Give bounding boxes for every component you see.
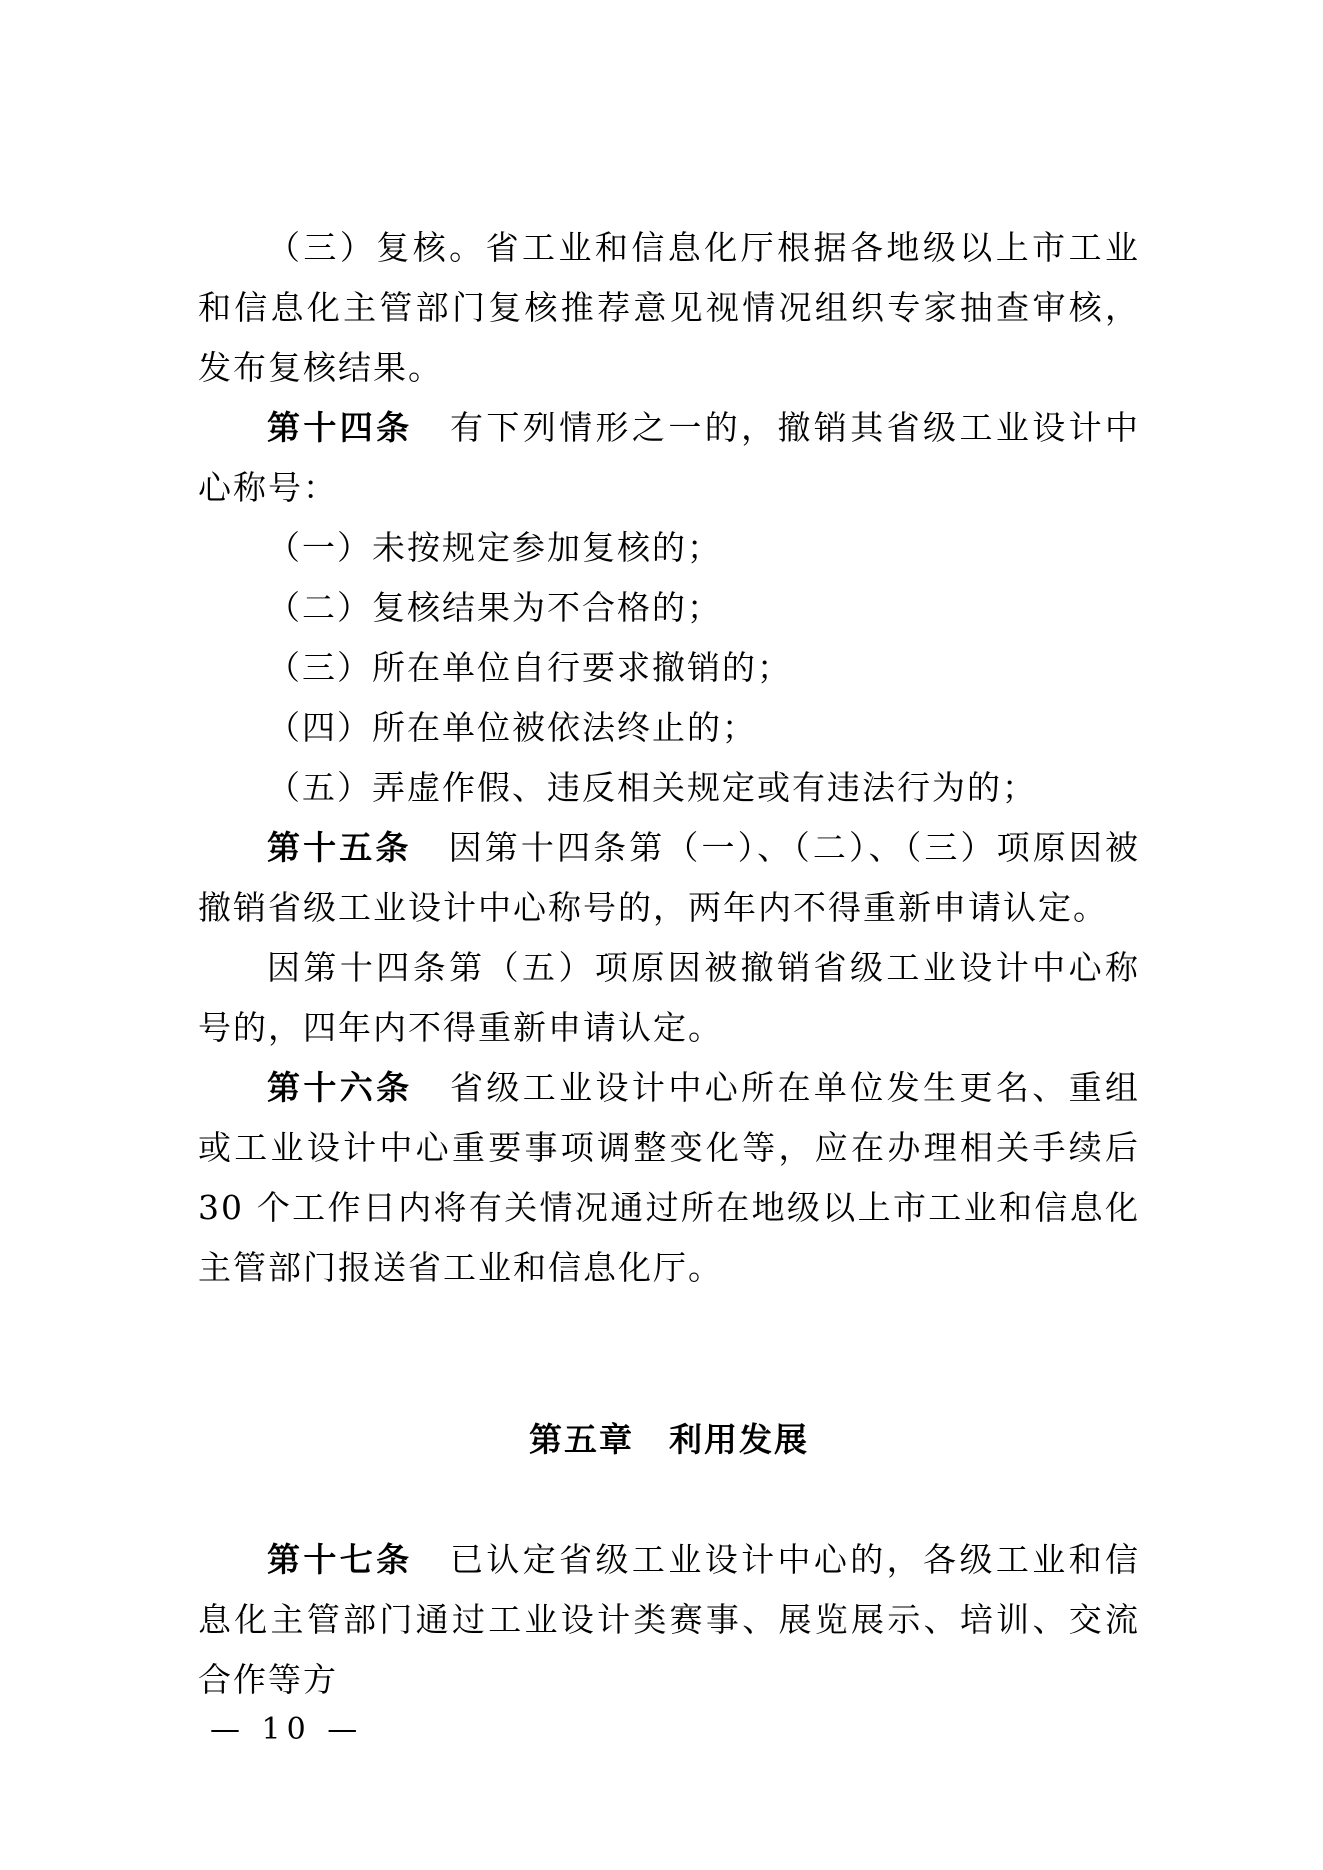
paragraph-text: 已认定省级工业设计中心的，各级工业和信息化主管部门通过工业设计类赛事、展览展示、培训、交流合作等方 [198,1540,1141,1699]
list-item [198,698,1140,758]
body-text-top [198,218,1140,1298]
list-item [198,578,1140,638]
article-heading: 第十四条 [267,408,413,447]
paragraph-text: 因第十四条第（五）项原因被撤销省级工业设计中心称号的，四年内不得重新申请认定。 [198,948,1140,1047]
paragraph-text: 省级工业设计中心所在单位发生更名、重组或工业设计中心重要事项调整变化等，应在办理相关手续后 30 个工作日内将有关情况通过所在地级以上市工业和信息化主管部门报送省工业和信息化厅。 [198,1068,1141,1287]
list-item [198,758,1140,818]
chapter-title: 第五章 利用发展 [529,1420,809,1459]
list-item-text: （三）所在单位自行要求撤销的； [267,648,792,687]
body-text-bottom [198,1530,1140,1710]
list-item [198,518,1140,578]
list-item-text: （二）复核结果为不合格的； [267,588,722,627]
list-item [198,638,1140,698]
paragraph-text: （三）复核。省工业和信息化厅根据各地级以上市工业和信息化主管部门复核推荐意见视情况组织专家抽查审核，发布复核结果。 [198,228,1140,387]
list-item-text: （一）未按规定参加复核的； [267,528,722,567]
article-14 [198,398,1140,518]
paragraph [198,938,1140,1058]
page-number: — 10 — [210,1712,364,1747]
article-heading: 第十六条 [267,1068,413,1107]
article-16 [198,1058,1140,1298]
article-heading: 第十七条 [267,1540,413,1579]
paragraph-text: 有下列情形之一的，撤销其省级工业设计中心称号： [198,408,1141,507]
article-17 [198,1530,1140,1710]
list-item-text: （四）所在单位被依法终止的； [267,708,757,747]
paragraph-review [198,218,1140,398]
article-heading: 第十五条 [267,828,412,867]
list-item-text: （五）弄虚作假、违反相关规定或有违法行为的； [267,768,1037,807]
article-15 [198,818,1140,938]
paragraph-text: 因第十四条第（一）、（二）、（三）项原因被撤销省级工业设计中心称号的，两年内不得重新申请认定。 [198,828,1141,927]
